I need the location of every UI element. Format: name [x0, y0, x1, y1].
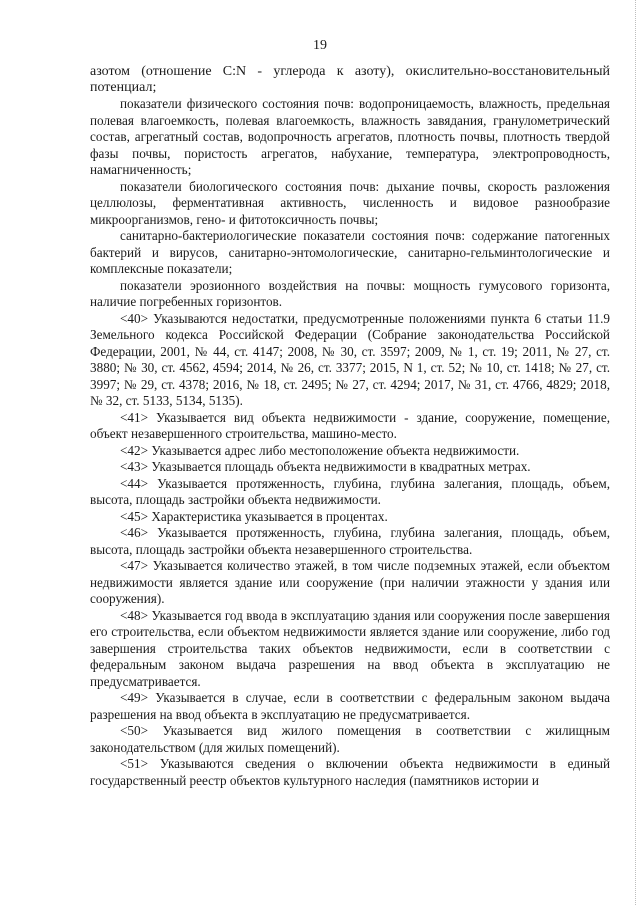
footnote-50: <50> Указывается вид жилого помещения в соответствии с жилищным законодательством (для жилых помещений).	[90, 723, 610, 755]
footnote-45: <45> Характеристика указывается в процентах.	[120, 508, 388, 524]
paragraph-biological-indicators: показатели биологического состояния почв: дыхание почвы, скорость разложения целлюлозы, ферментативная активность, численность и видовое разнообразие микроорганизмов, гено- и фитотоксичность почвы;	[90, 178, 610, 227]
footnote-42: <42> Указывается адрес либо местоположение объекта недвижимости.	[120, 442, 520, 458]
paragraph-continuation: азотом (отношение C:N - углерода к азоту), окислительно-восстановительный потенциал;	[90, 64, 610, 95]
paragraph-physical-indicators: показатели физического состояния почв: водопроницаемость, влажность, предельная полевая влагоемкость, полевая влагоемкость, влажность завядания, гранулометрический состав, агрегатный состав, водопрочность агрегатов, плотность почвы, плотность твердой фазы почвы, пористость агрегатов, набухание, температура, электропроводность, намагниченность;	[90, 96, 610, 177]
footnote-40: <40> Указываются недостатки, предусмотренные положениями пункта 6 статьи 11.9 Земельного кодекса Российской Федерации (Собрание законодательства Российской Федерации, 2001, № 44, ст. 4147; 2008, № 30, ст. 3597; 2009, № 1, ст. 19; 2011, № 27, ст. 3880; № 30, ст. 4562, 4594; 2014, № 26, ст. 3377; 2015, N 1, ст. 52; № 10, ст. 1418; № 27, ст. 3997; № 29, ст. 4378; 2016, № 18, ст. 2495; № 27, ст. 4294; 2017, № 31, ст. 4766, 4829; 2018, № 32, ст. 5133, 5134, 5135).	[90, 310, 610, 408]
footnote-49: <49> Указывается в случае, если в соответствии с федеральным законом выдача разрешения на ввод объекта в эксплуатацию не предусматривается.	[90, 690, 610, 722]
footnote-48: <48> Указывается год ввода в эксплуатацию здания или сооружения после завершения его строительства, если объектом недвижимости является здание или сооружение, либо год завершения строительства таких объектов недвижимости, если в соответствии с федеральным законом выдача разрешения на ввод объекта в эксплуатацию не предусматривается.	[90, 607, 610, 689]
page-edge	[635, 0, 640, 905]
footnote-47: <47> Указывается количество этажей, в том числе подземных этажей, если объектом недвижимости является здание или сооружение (при наличии этажности у здания или сооружения).	[90, 558, 610, 606]
footnote-46: <46> Указывается протяженность, глубина, глубина залегания, площадь, объем, высота, площадь застройки объекта незавершенного строительства.	[90, 525, 610, 557]
page-number: 19	[313, 38, 327, 53]
paragraph-sanitary-indicators: санитарно-бактериологические показатели состояния почв: содержание патогенных бактерий и вирусов, санитарно-энтомологические, санитарно-гельминтологические и комплексные показатели;	[90, 228, 610, 276]
footnote-51: <51> Указываются сведения о включении объекта недвижимости в единый государственный реестр объектов культурного наследия (памятников истории и	[90, 756, 610, 788]
paragraph-erosion-indicators: показатели эрозионного воздействия на почвы: мощность гумусового горизонта, наличие погребенных горизонтов.	[90, 277, 610, 309]
document-body	[90, 64, 610, 789]
footnote-41: <41> Указывается вид объекта недвижимости - здание, сооружение, помещение, объект незавершенного строительства, машино-место.	[90, 409, 610, 441]
footnote-44: <44> Указывается протяженность, глубина, глубина залегания, площадь, объем, высота, площадь застройки объекта недвижимости.	[90, 475, 610, 507]
footnote-43: <43> Указывается площадь объекта недвижимости в квадратных метрах.	[120, 459, 531, 474]
